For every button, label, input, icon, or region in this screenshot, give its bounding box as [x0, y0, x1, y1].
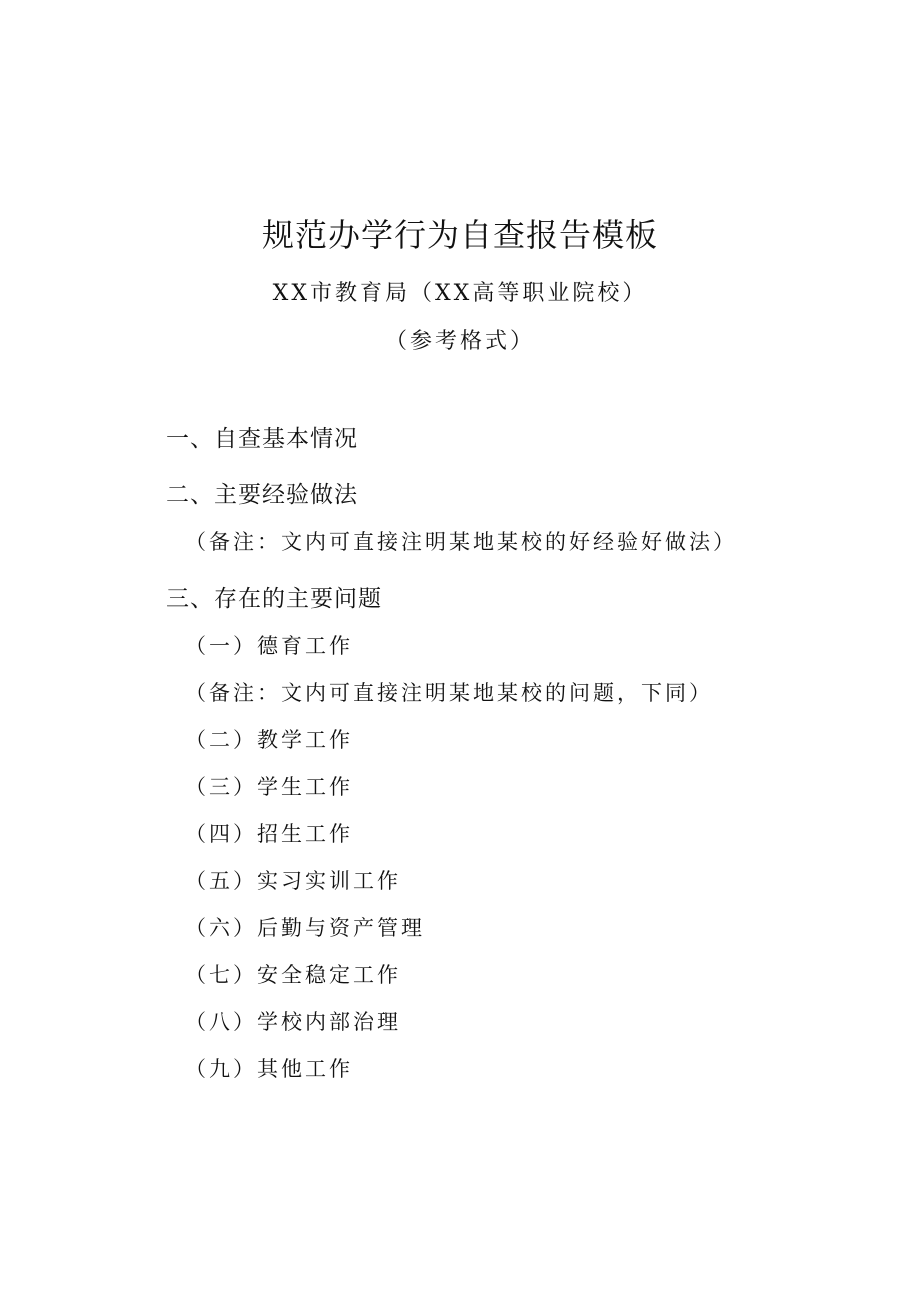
section-heading-experience: 二、主要经验做法	[166, 482, 358, 508]
problem-item-moral-education: （一）德育工作	[185, 634, 353, 658]
problem-item-teaching: （二）教学工作	[185, 728, 353, 752]
format-note: （参考格式）	[384, 329, 535, 354]
problem-item-internship: （五）实习实训工作	[185, 869, 401, 893]
document-title: 规范办学行为自查报告模板	[261, 216, 658, 254]
problem-note: （备注：文内可直接注明某地某校的问题，下同）	[185, 681, 713, 705]
problem-item-safety: （七）安全稳定工作	[185, 963, 401, 987]
problem-item-other: （九）其他工作	[185, 1057, 353, 1081]
problem-item-admissions: （四）招生工作	[185, 822, 353, 846]
section-heading-basic-situation: 一、自查基本情况	[166, 426, 358, 452]
section-heading-problems: 三、存在的主要问题	[166, 586, 382, 612]
problem-item-governance: （八）学校内部治理	[185, 1010, 401, 1034]
problem-item-logistics: （六）后勤与资产管理	[185, 916, 425, 940]
document-issuer: XX市教育局（XX高等职业院校）	[272, 281, 648, 306]
experience-note: （备注：文内可直接注明某地某校的好经验好做法）	[185, 530, 737, 554]
problem-item-student-work: （三）学生工作	[185, 775, 353, 799]
